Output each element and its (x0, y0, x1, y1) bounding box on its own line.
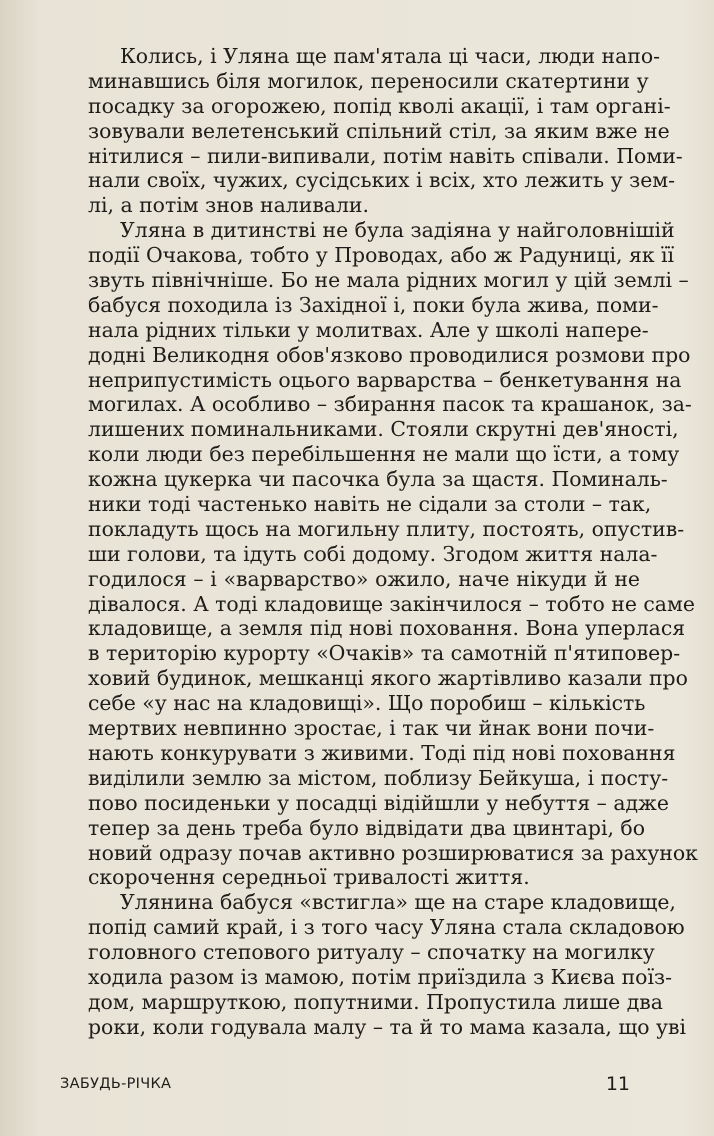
text-line: кожна цукерка чи пасочка була за щастя. Поминаль- (88, 467, 668, 492)
text-line: звуть північніше. Бо не мала рідних могил у цій землі – (88, 268, 689, 293)
text-line: годилося – і «варварство» ожило, наче нікуди й не (88, 566, 640, 591)
text-line: в територію курорту «Очаків» та самотній п'ятиповер- (88, 641, 681, 666)
text-line: нітилися – пили-випивали, потім навіть співали. Поми- (88, 143, 683, 168)
text-line: зовували велетенський спільний стіл, за яким вже не (88, 118, 670, 143)
text-line: ши голови, та ідуть собі додому. Згодом життя нала- (88, 541, 658, 566)
text-line: події Очакова, тобто у Проводах, або ж Радуниці, як її (88, 243, 675, 268)
text-line: лі, а потім знов наливали. (88, 193, 369, 218)
text-line: нають конкурувати з живими. Тоді під нові поховання (88, 740, 676, 765)
text-line: коли люди без перебільшення не мали що їсти, а тому (88, 442, 680, 467)
text-line: могилах. А особливо – збирання пасок та крашанок, за- (88, 392, 692, 417)
text-line: Уляна в дитинстві не була задіяна у найголовнішій (120, 218, 675, 243)
text-line: посадку за огорожею, попід кволі акації, і там органі- (88, 93, 671, 118)
body-text (88, 44, 698, 1040)
text-line: себе «у нас на кладовищі». Що поробиш – кількість (88, 691, 646, 716)
text-line: Улянина бабуся «встигла» ще на старе кладовище, (120, 890, 676, 915)
text-line: пово посиденьки у посадці відійшли у небуття – адже (88, 790, 669, 815)
text-line: лишених поминальниками. Стояли скрутні дев'яності, (88, 417, 679, 442)
text-line: виділили землю за містом, поблизу Бейкуша, і посту- (88, 765, 669, 790)
text-line: покладуть щось на могильну плиту, постоять, опустив- (88, 516, 685, 541)
text-line: бабуся походила із Західної і, поки була жива, поми- (88, 292, 659, 317)
text-line: кладовище, а земля під нові поховання. Вона уперлася (88, 616, 686, 641)
text-line: тепер за день треба було відвідати два цвинтарі, бо (88, 815, 645, 840)
paragraph (88, 218, 698, 890)
text-line: скорочення середньої тривалості життя. (88, 865, 530, 890)
text-line: нали своїх, чужих, сусідських і всіх, хто лежить у зем- (88, 168, 676, 193)
page-number: 11 (605, 1073, 630, 1095)
text-line: попід самий край, і з того часу Уляна стала складовою (88, 915, 685, 940)
text-line: головного степового ритуалу – спочатку на могилку (88, 940, 655, 965)
paragraph (88, 890, 687, 1039)
text-line: додні Великодня обов'язково проводилися розмови про (88, 342, 691, 367)
text-line: мертвих невпинно зростає, і так чи йнак вони почи- (88, 716, 655, 741)
text-line: неприпустимість оцього варварства – бенкетування на (88, 367, 682, 392)
text-line: Колись, і Уляна ще пам'ятала ці часи, люди напо- (120, 44, 661, 68)
text-line: роки, коли годувала малу – та й то мама казала, що уві (88, 1014, 687, 1039)
text-line: минавшись біля могилок, переносили скатертини у (88, 68, 649, 93)
text-line: дівалося. А тоді кладовище закінчилося – тобто не саме (88, 591, 695, 616)
text-line: дом, маршруткою, попутними. Пропустила лише два (88, 989, 663, 1014)
text-line: ходила разом із мамою, потім приїздила з Києва поїз- (88, 964, 672, 989)
text-line: ховий будинок, мешканці якого жартівливо казали про (88, 666, 688, 691)
text-line: ники тоді частенько навіть не сідали за столи – так, (88, 492, 652, 517)
paragraph (88, 44, 683, 218)
text-line: новий одразу почав активно розширюватися за рахунок (88, 840, 698, 865)
running-footer-title: ЗАБУДЬ-РІЧКА (60, 1076, 172, 1092)
text-line: нала рідних тільки у молитвах. Але у школі напере- (88, 317, 649, 342)
